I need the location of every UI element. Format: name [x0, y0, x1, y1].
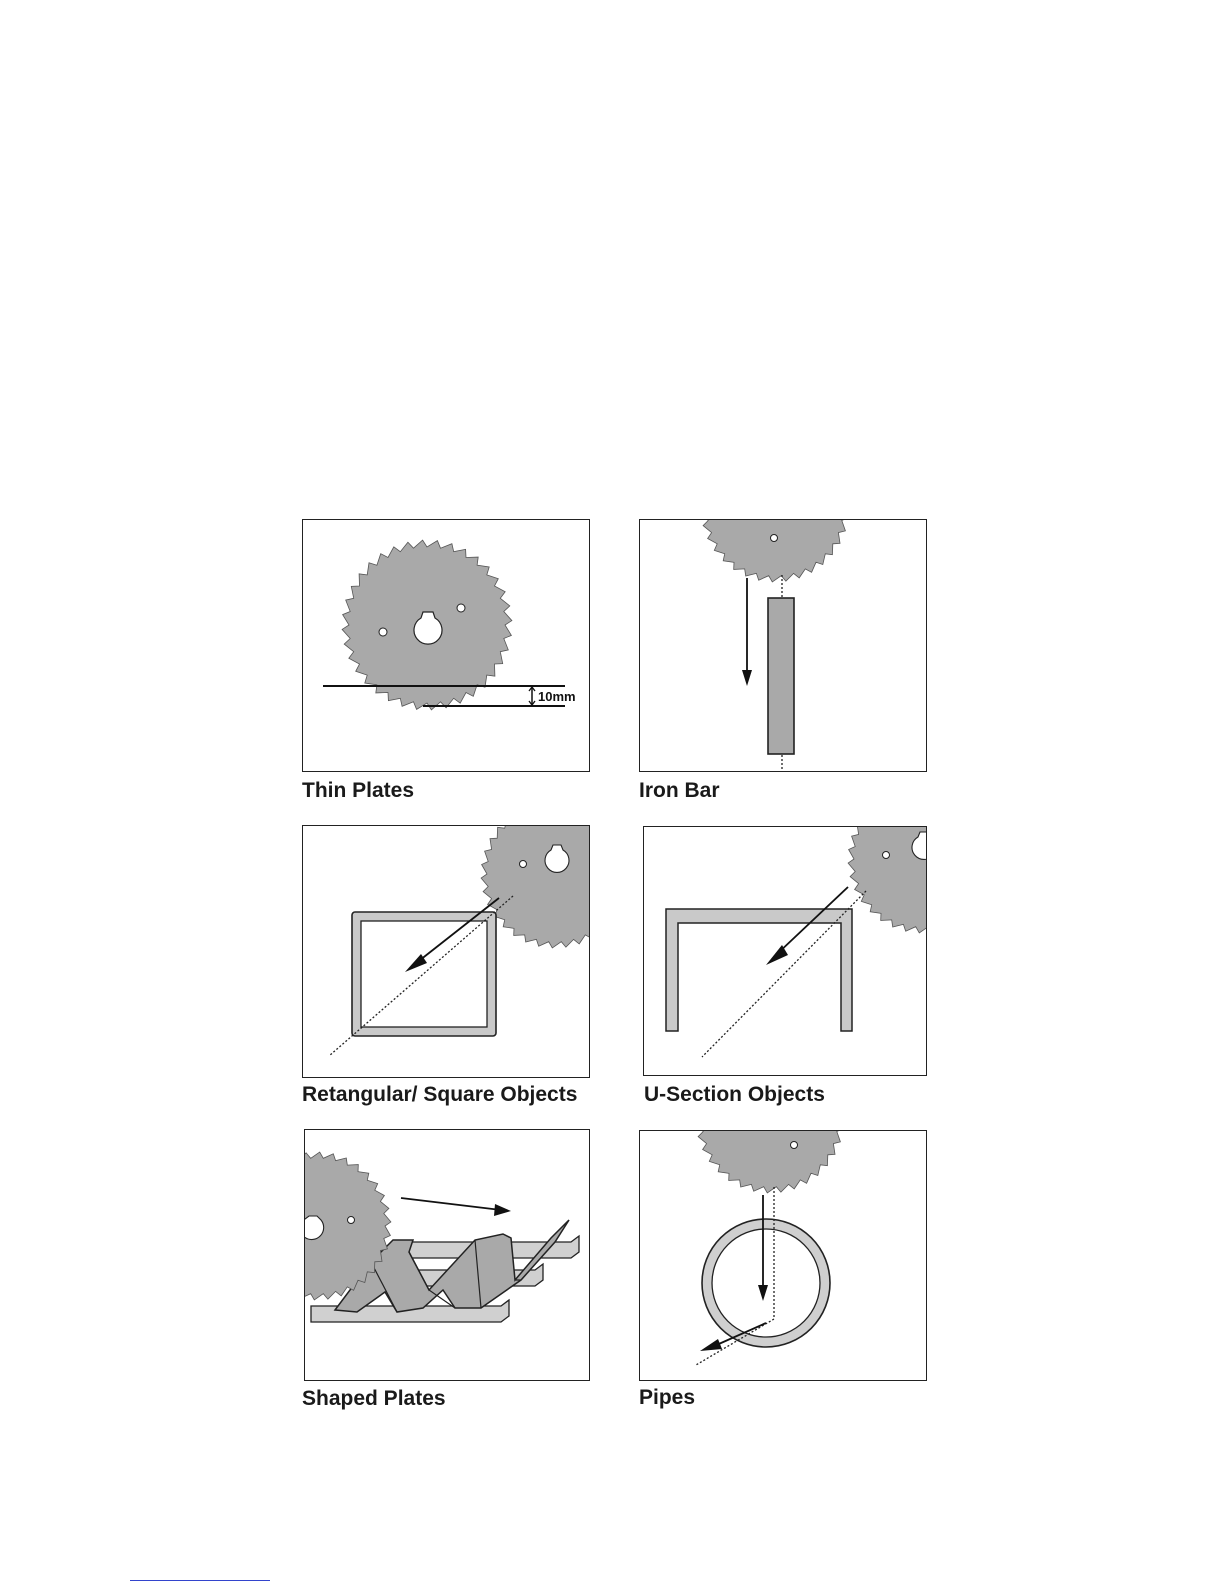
- caption-rectangular-square-objects: Retangular/ Square Objects: [302, 1083, 578, 1106]
- thin-plates-illustration: [303, 520, 590, 772]
- caption-iron-bar: Iron Bar: [639, 779, 720, 802]
- u-section-illustration: [644, 827, 927, 1076]
- panel-pipes: [639, 1130, 927, 1381]
- caption-thin-plates: Thin Plates: [302, 779, 415, 802]
- dimension-label: 10mm: [538, 689, 576, 704]
- saw-blade-icon: [701, 520, 849, 582]
- pipes-illustration: [640, 1131, 927, 1381]
- caption-u-section-objects: U-Section Objects: [644, 1083, 825, 1106]
- feed-arrow-icon: [401, 1198, 501, 1210]
- panel-u-section-objects: [643, 826, 927, 1076]
- iron-bar-illustration: [640, 520, 927, 772]
- caption-pipes: Pipes: [639, 1386, 696, 1409]
- u-channel: [666, 909, 852, 1031]
- panel-iron-bar: [639, 519, 927, 772]
- footer-rule: [130, 1580, 270, 1581]
- saw-blade-icon: [696, 1131, 844, 1193]
- panel-thin-plates: [302, 519, 590, 772]
- saw-blade-icon: [481, 826, 590, 948]
- shaped-plates-illustration: [305, 1130, 590, 1381]
- saw-blade-icon: [342, 540, 512, 710]
- panel-shaped-plates: [304, 1129, 590, 1381]
- saw-blade-icon: [848, 827, 927, 933]
- caption-shaped-plates: Shaped Plates: [302, 1387, 446, 1410]
- panel-rectangular-square-objects: [302, 825, 590, 1078]
- iron-bar: [768, 598, 794, 754]
- rectangular-objects-illustration: [303, 826, 590, 1078]
